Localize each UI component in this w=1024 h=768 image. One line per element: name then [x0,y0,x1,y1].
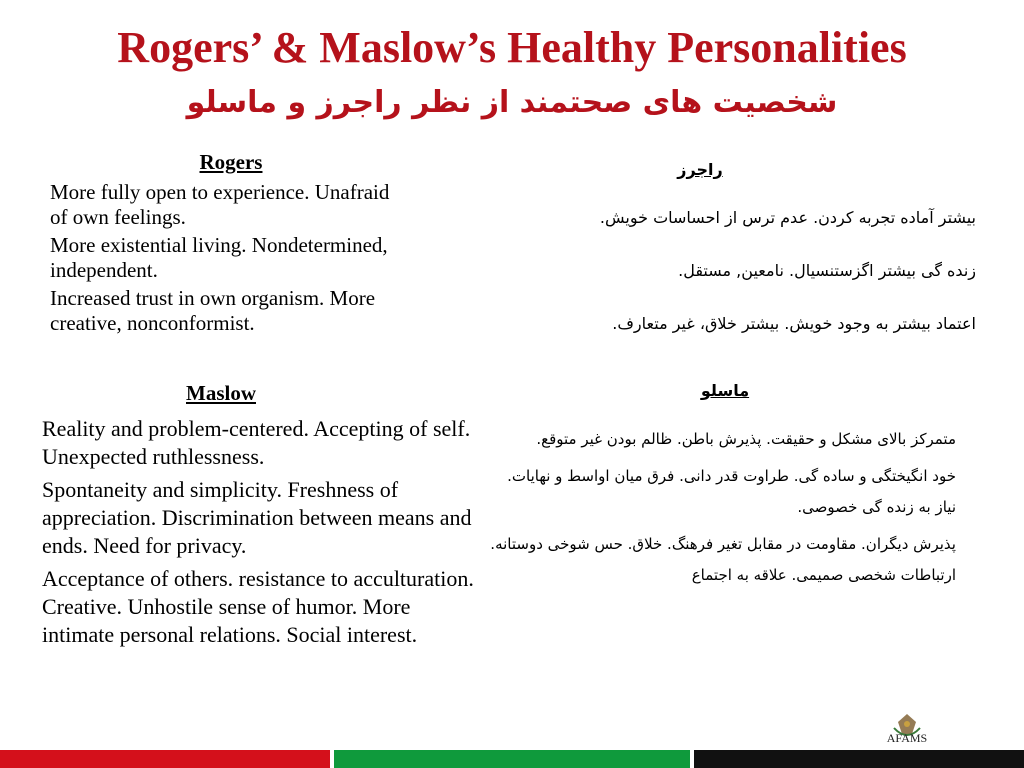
maslow-list-en [42,415,474,654]
logo-text: AFAMS [886,731,928,745]
maslow-list-fa [490,424,956,597]
flag-bar [0,750,1024,768]
list-item: پذیرش دیگران. مقاومت در مقابل تغیر فرهنگ. خلاق. حس شوخی دوستانه. ارتباطات شخصی صمیمی. علاقه به اجتماع [490,535,956,584]
list-item: زنده گی بیشتر اگزستنسیال. نامعین, مستقل. [678,261,976,280]
slide-subtitle: شخصیت های صحتمند از نظر راجرز و ماسلو [186,85,838,120]
list-item: Acceptance of others. resistance to acculturation. Creative. Unhostile sense of humor. More intimate personal relations. Social interest. [42,566,474,647]
list-item: اعتماد بیشتر به وجود خویش. بیشتر خلاق، غیر متعارف. [612,314,976,333]
rogers-heading: Rogers [199,150,263,174]
list-item: Increased trust in own organism. More creative, nonconformist. [50,286,376,335]
list-item: More fully open to experience. Unafraid of own feelings. [50,180,390,229]
rogers-list-en [50,180,410,339]
rogers-list-fa [440,208,976,367]
list-item: More existential living. Nondetermined, independent. [50,233,388,282]
bar-red [0,750,330,768]
bar-black [694,750,1024,768]
maslow-heading-fa: ماسلو [700,381,750,400]
list-item: خود انگیختگی و ساده گی. طراوت قدر دانی. فرق میان اواسط و نهایات. نیاز به زنده گی خصوصی. [507,467,956,516]
list-item: متمرکز بالای مشکل و حقیقت. پذیرش باطن. ظالم بودن غیر متوقع. [536,430,956,448]
rogers-heading-fa: راجرز [677,160,723,179]
list-item: Spontaneity and simplicity. Freshness of appreciation. Discrimination between means and ends. Need for privacy. [42,477,472,558]
slide-title: Rogers’ & Maslow’s Healthy Personalities [117,23,907,72]
maslow-heading: Maslow [186,381,256,405]
bar-green [334,750,690,768]
list-item: بیشتر آماده تجربه کردن. عدم ترس از احساسات خویش. [599,208,976,227]
list-item: Reality and problem-centered. Accepting of self. Unexpected ruthlessness. [42,416,471,469]
